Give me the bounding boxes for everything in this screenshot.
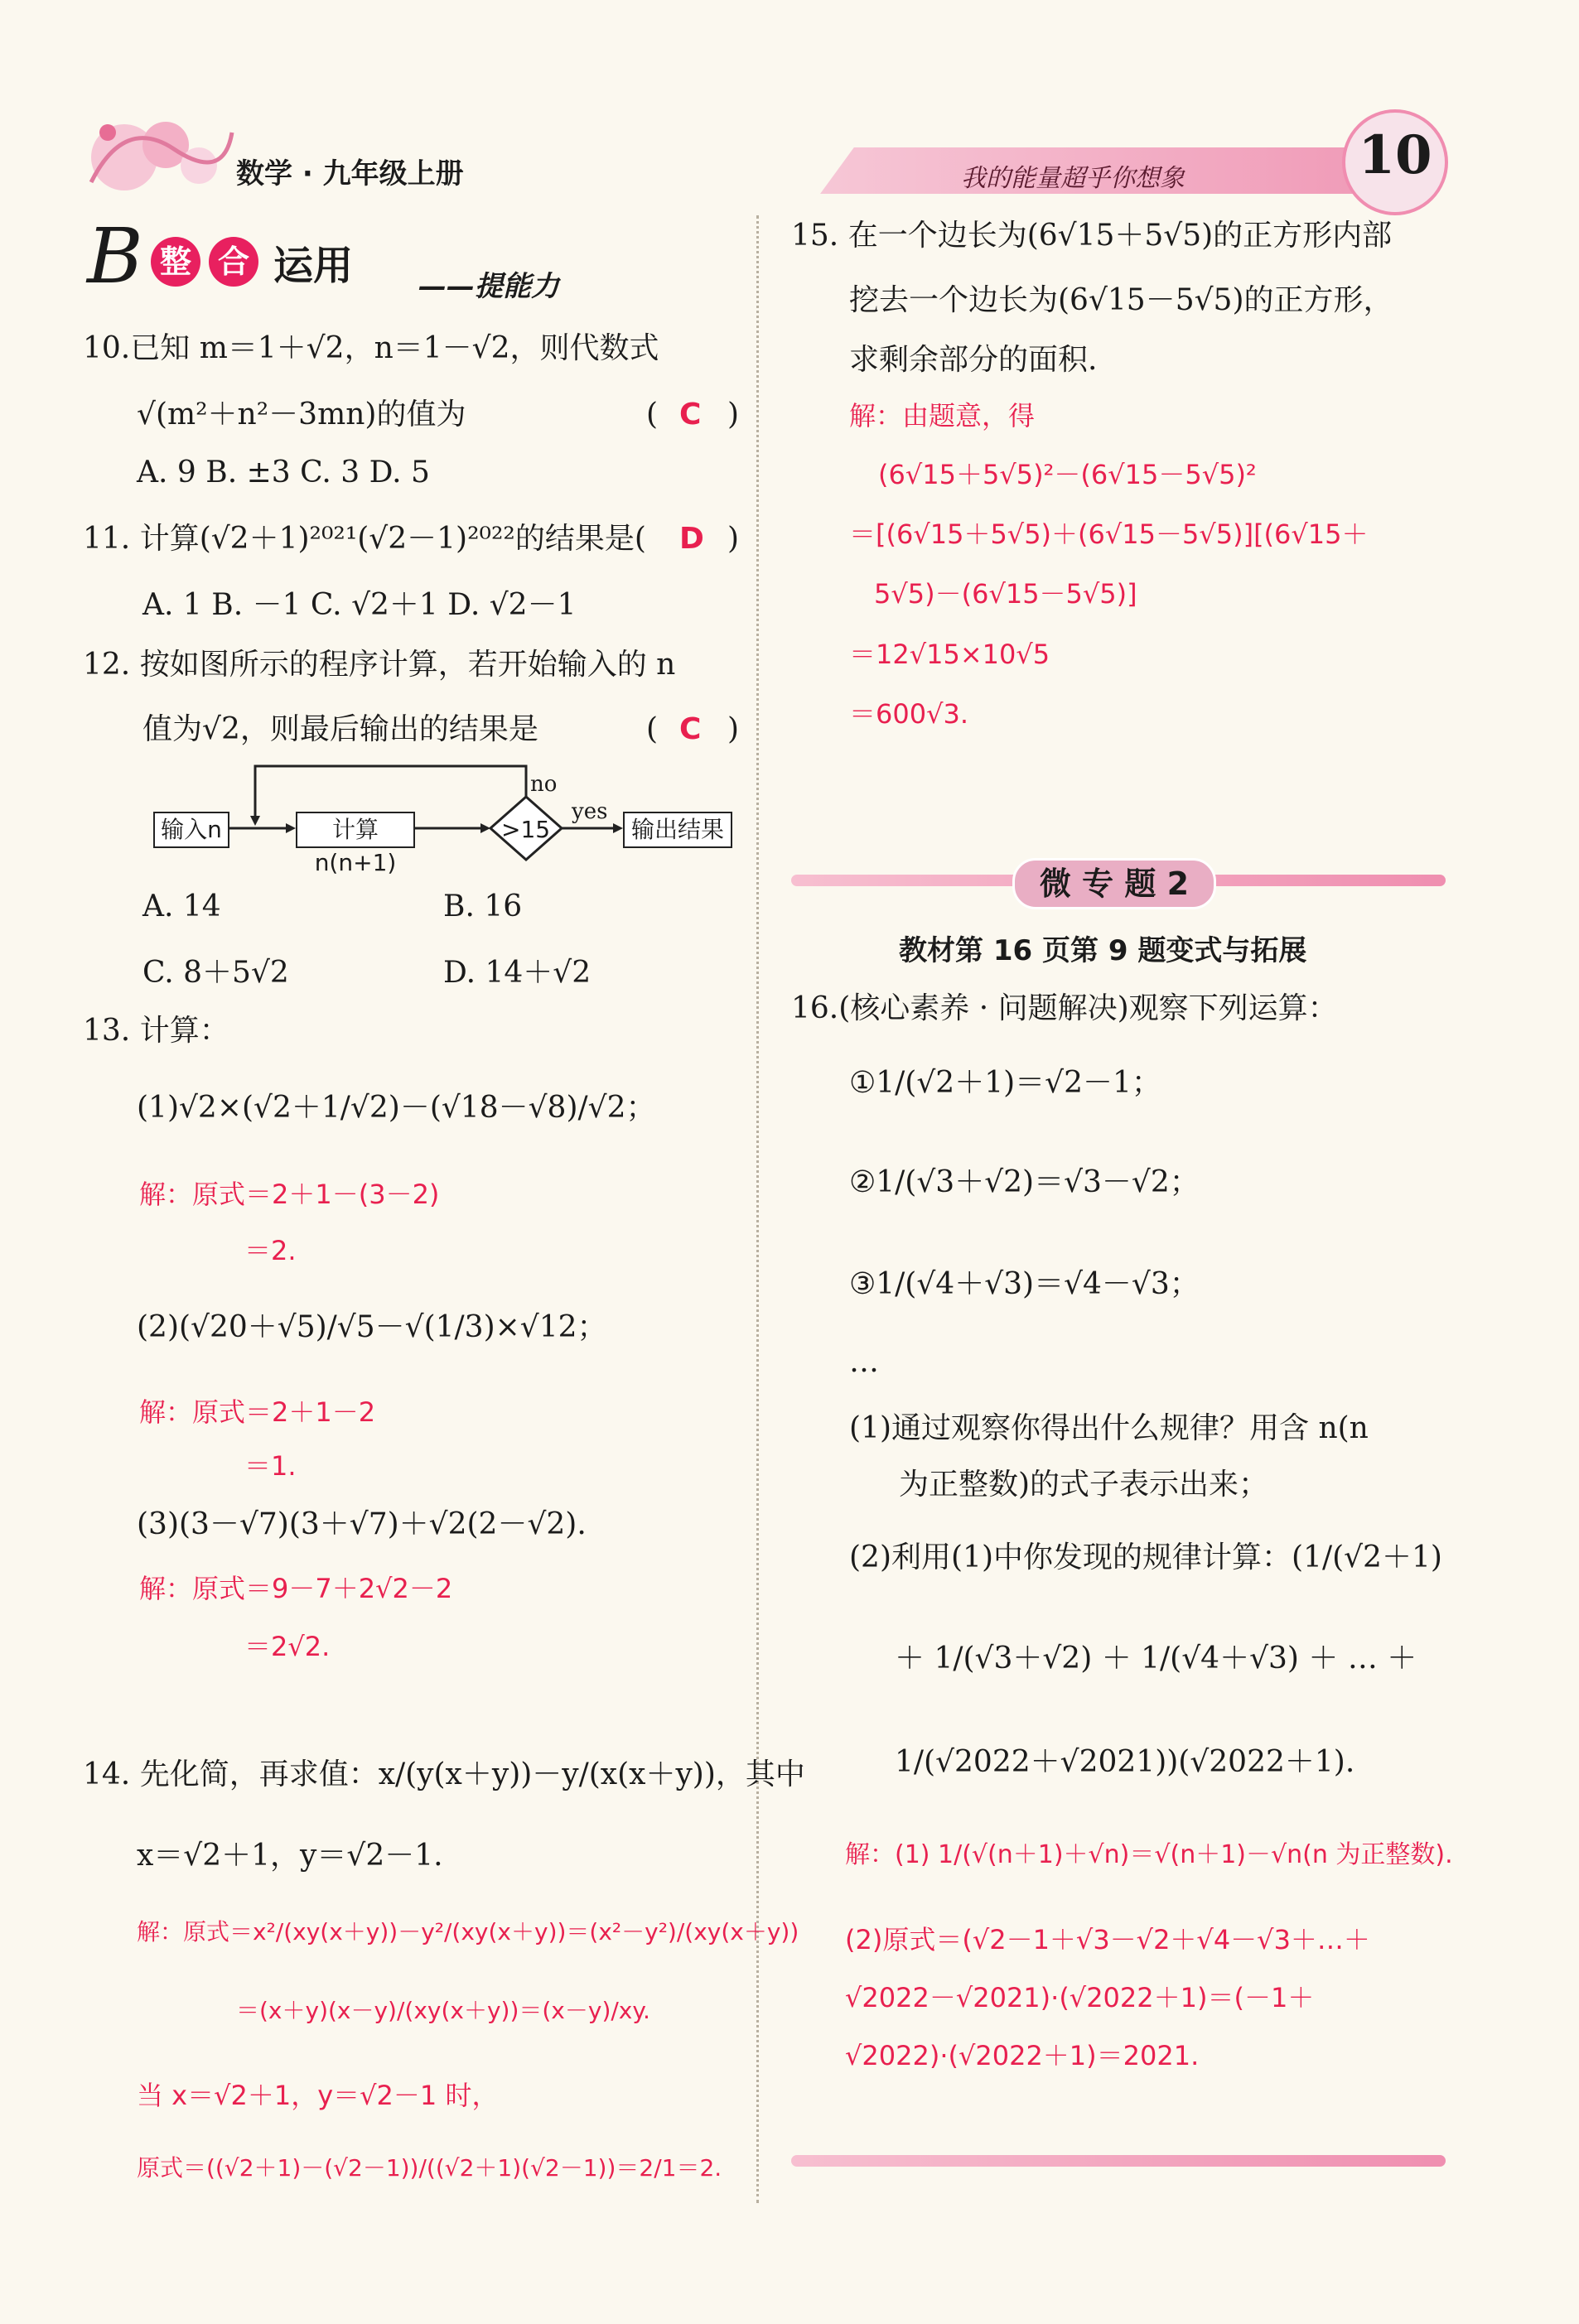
q12-paren-close: ) bbox=[727, 712, 740, 746]
section-badge-2: 合 bbox=[209, 237, 258, 287]
q16-answer2-line2: √2022－√2021)·(√2022＋1)＝(－1＋ bbox=[845, 1982, 1315, 2013]
q16-part2-line1: (2)利用(1)中你发现的规律计算：(1/(√2＋1) bbox=[849, 1540, 1442, 1574]
q15-line2: 挖去一个边长为(6√15－5√5)的正方形， bbox=[849, 283, 1393, 317]
q10-line1: 10.已知 m＝1＋√2，n＝1－√2，则代数式 bbox=[83, 331, 659, 365]
q16-part1-line1: (1)通过观察你得出什么规律？用含 n(n bbox=[849, 1411, 1369, 1445]
q13-part2: (2)(√20＋√5)/√5－√(1/3)×√12； bbox=[137, 1310, 607, 1344]
q13-answer3-line1: 解：原式＝9－7＋2√2－2 bbox=[139, 1573, 453, 1604]
q11-answer: D bbox=[679, 522, 704, 556]
flow-compute-box: 计算n(n+1) bbox=[296, 812, 415, 848]
q14-answer-line4: 原式＝((√2＋1)－(√2－1))/((√2＋1)(√2－1))＝2/1＝2. bbox=[137, 2154, 722, 2182]
q11-line1: 11. 计算(√2＋1)²⁰²¹(√2－1)²⁰²²的结果是( bbox=[83, 522, 646, 556]
q16-item2: ②1/(√3＋√2)＝√3－√2； bbox=[849, 1165, 1200, 1199]
q14-answer-line3: 当 x＝√2＋1，y＝√2－1 时， bbox=[137, 2080, 499, 2111]
q13-part1: (1)√2×(√2＋1/√2)－(√18－√8)/√2； bbox=[137, 1091, 656, 1125]
page-number: 10 bbox=[1358, 124, 1432, 186]
q16-answer1: 解：(1) 1/(√(n＋1)＋√n)＝√(n＋1)－√n(n 为正整数). bbox=[845, 1840, 1453, 1869]
q15-answer-line6: ＝600√3. bbox=[849, 698, 969, 730]
q15-answer-line2: (6√15＋5√5)²－(6√15－5√5)² bbox=[878, 459, 1257, 490]
column-divider bbox=[756, 215, 759, 2203]
q13-answer2-line2: ＝1. bbox=[244, 1450, 297, 1482]
q14-answer-line1: 解：原式＝x²/(xy(x＋y))－y²/(xy(x＋y))＝(x²－y²)/(xy(x＋y)) bbox=[137, 1918, 799, 1946]
flow-output-box: 输出结果 bbox=[623, 812, 732, 848]
topic-title: 微 专 题 2 bbox=[1012, 858, 1216, 909]
q13-answer1-line2: ＝2. bbox=[244, 1235, 297, 1266]
q15-answer-line3: ＝[(6√15＋5√5)＋(6√15－5√5)][(6√15＋ bbox=[849, 518, 1369, 550]
q10-options: A. 9 B. ±3 C. 3 D. 5 bbox=[137, 456, 430, 489]
q16-part1-line2: 为正整数)的式子表示出来； bbox=[899, 1468, 1269, 1502]
q11-paren-close: ) bbox=[727, 522, 740, 556]
q15-answer-line5: ＝12√15×10√5 bbox=[849, 639, 1050, 670]
q13-answer2-line1: 解：原式＝2＋1－2 bbox=[139, 1396, 376, 1428]
q13-answer3-line2: ＝2√2. bbox=[244, 1631, 331, 1662]
q14-line2: x＝√2＋1，y＝√2－1. bbox=[137, 1839, 443, 1873]
q15-answer-line4: 5√5)－(6√15－5√5)] bbox=[874, 578, 1137, 610]
flow-input-box: 输入n bbox=[153, 812, 229, 848]
q15-answer-line1: 解：由题意，得 bbox=[849, 400, 1036, 432]
q13-part3: (3)(3－√7)(3＋√7)＋√2(2－√2). bbox=[137, 1507, 587, 1541]
q16-ellipsis: … bbox=[849, 1345, 879, 1379]
flow-no-label: no bbox=[530, 772, 558, 797]
q13-title: 13. 计算： bbox=[83, 1014, 229, 1048]
q15-line3: 求剩余部分的面积. bbox=[849, 343, 1098, 377]
q12-line2: 值为√2，则最后输出的结果是 bbox=[142, 712, 538, 746]
q12-paren-open: ( bbox=[646, 712, 659, 746]
flow-condition: >15 bbox=[501, 816, 551, 843]
q16-item3: ③1/(√4＋√3)＝√4－√3； bbox=[849, 1267, 1200, 1301]
q12-option-c: C. 8＋5√2 bbox=[142, 956, 289, 990]
q10-answer: C bbox=[679, 398, 702, 432]
q16-item1: ①1/(√2＋1)＝√2－1； bbox=[849, 1066, 1161, 1100]
q10-paren-open: ( bbox=[646, 398, 659, 432]
q12-line1: 12. 按如图所示的程序计算，若开始输入的 n bbox=[83, 648, 676, 682]
q12-option-a: A. 14 bbox=[142, 890, 221, 923]
q11-options: A. 1 B. －1 C. √2＋1 D. √2－1 bbox=[142, 588, 577, 622]
flow-yes-label: yes bbox=[572, 799, 608, 824]
q14-line1: 14. 先化简，再求值：x/(y(x＋y))－y/(x(x＋y))，其中 bbox=[83, 1757, 805, 1791]
bottom-bar bbox=[791, 2155, 1446, 2167]
q10-paren-close: ) bbox=[727, 398, 740, 432]
header-slogan: 我的能量超乎你想象 bbox=[961, 164, 1185, 193]
q16-answer2-line3: √2022)·(√2022＋1)＝2021. bbox=[845, 2040, 1200, 2071]
q14-answer-line2: ＝(x＋y)(x－y)/(xy(x＋y))＝(x－y)/xy. bbox=[236, 1997, 650, 2024]
q13-answer1-line1: 解：原式＝2＋1－(3－2) bbox=[139, 1179, 440, 1210]
q12-option-b: B. 16 bbox=[443, 890, 523, 923]
q12-option-d: D. 14＋√2 bbox=[443, 956, 592, 990]
book-title: 数学 · 九年级上册 bbox=[236, 157, 464, 190]
q12-answer: C bbox=[679, 712, 702, 746]
topic-subtitle: 教材第 16 页第 9 题变式与拓展 bbox=[899, 934, 1307, 967]
section-letter: B bbox=[87, 212, 143, 301]
section-name: 运用 bbox=[273, 243, 354, 289]
section-badge-1: 整 bbox=[151, 237, 200, 287]
section-subtitle: ——提能力 bbox=[418, 270, 559, 303]
q16-line1: 16.(核心素养 · 问题解决)观察下列运算： bbox=[791, 991, 1338, 1025]
q16-answer2-line1: (2)原式＝(√2－1＋√3－√2＋√4－√3＋…＋ bbox=[845, 1924, 1370, 1955]
q10-line2: √(m²＋n²－3mn)的值为 bbox=[137, 398, 466, 432]
q16-part2-line3: 1/(√2022＋√2021))(√2022＋1). bbox=[895, 1745, 1355, 1779]
q16-part2-line2: ＋ 1/(√3＋√2) ＋ 1/(√4＋√3) ＋ … ＋ bbox=[895, 1642, 1417, 1675]
q15-line1: 15. 在一个边长为(6√15＋5√5)的正方形内部 bbox=[791, 219, 1393, 253]
